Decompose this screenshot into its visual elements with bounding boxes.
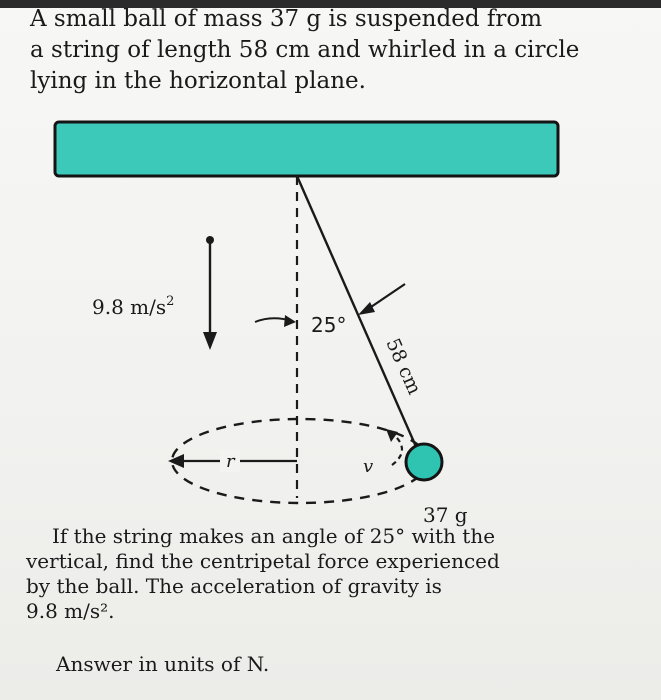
- question-line-2: vertical, find the centripetal force experienced: [26, 549, 500, 573]
- angle-pointer-arrowhead: [284, 315, 296, 327]
- question-line-1: If the string makes an angle of 25° with the: [52, 524, 496, 548]
- intro-line-1: A small ball of mass 37 g is suspended from: [30, 6, 543, 32]
- length-pointer-arrow: [368, 284, 405, 309]
- answer-instruction: Answer in units of N.: [56, 652, 270, 676]
- gravity-value: 9.8 m/s: [92, 295, 167, 319]
- ball: [406, 444, 442, 480]
- question-line-3: by the ball. The acceleration of gravity is: [26, 574, 442, 598]
- problem-question: [26, 524, 586, 624]
- radius-arrowhead: [168, 454, 184, 468]
- radius-label: r: [226, 451, 235, 472]
- length-pointer-arrowhead: [358, 302, 375, 315]
- gravity-label: [92, 294, 174, 319]
- question-line-4: 9.8 m/s².: [26, 599, 115, 623]
- conical-pendulum-diagram: [0, 110, 661, 530]
- problem-intro: [30, 4, 590, 97]
- velocity-arrowhead: [386, 429, 398, 442]
- intro-line-3: lying in the horizontal plane.: [30, 68, 366, 94]
- ceiling-bar: [55, 122, 558, 176]
- mass-label: 37 g: [423, 503, 468, 527]
- intro-line-2: a string of length 58 cm and whirled in a circle: [30, 37, 580, 63]
- gravity-arrowhead: [203, 332, 217, 350]
- gravity-exponent: 2: [166, 294, 175, 309]
- angle-label: 25°: [311, 313, 347, 337]
- velocity-label: v: [363, 456, 374, 477]
- length-label: 58 cm: [381, 335, 426, 398]
